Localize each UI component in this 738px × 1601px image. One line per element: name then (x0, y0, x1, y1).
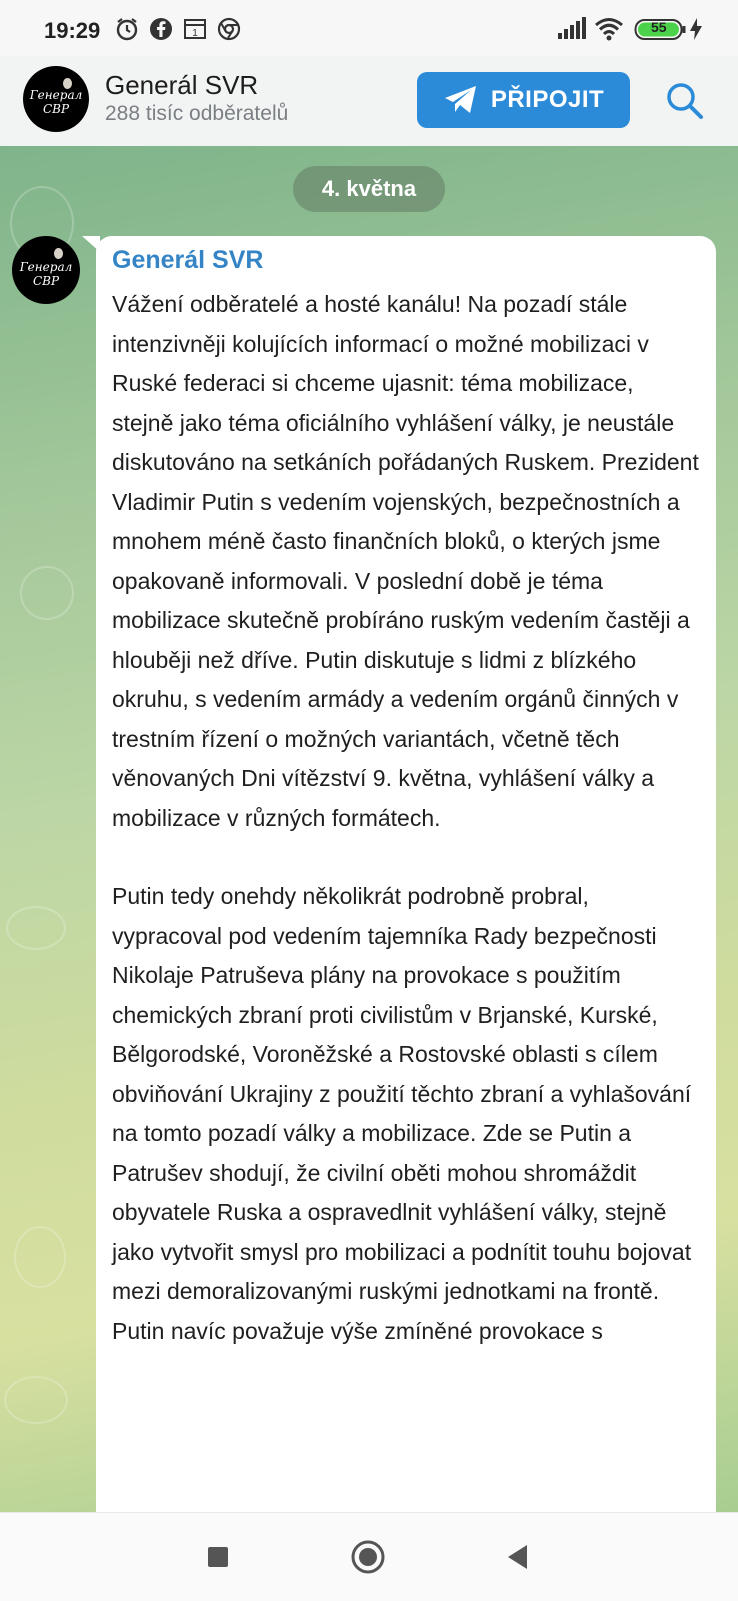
avatar-logo-text: Генерал СВР (29, 88, 83, 116)
background-doodle (20, 566, 74, 620)
message-bubble[interactable] (96, 236, 716, 1512)
date-separator: 4. května (293, 166, 445, 212)
alarm-icon (114, 16, 140, 42)
home-button[interactable] (350, 1539, 386, 1575)
message-paragraph: Putin tedy onehdy několikrát podrobně probral, vypracoval pod vedením tajemníka Rady bezpečnosti Nikolaje Patruševa plány na provokace s použitím chemických zbraní proti civilistům v Brjanské, Kurské, Bělgorodské, Voroněžské a Rostovské oblasti s cílem obviňování Ukrajiny z použití těchto zbraní a vyhlašování na tomto pozadí války a mobilizace. Zde se Putin a Patrušev shodují, že civilní oběti mohou shromáždit obyvatele Ruska a ospravedlnit vyhlášení války, stejně jako vytvořit smysl pro mobilizaci a podnítit touhu bojovat mezi demoralizovanými ruskými jednotkami na frontě. Putin navíc považuje výše zmíněné provokace s (112, 883, 692, 1344)
system-nav-bar (0, 1512, 738, 1601)
telegram-icon (443, 85, 479, 115)
signal-icon (556, 16, 588, 42)
battery-level: 55 (651, 19, 667, 35)
square-icon (200, 1539, 236, 1575)
chat-area[interactable] (0, 146, 738, 1512)
circle-icon (350, 1539, 386, 1575)
channel-title[interactable]: Generál SVR (105, 70, 259, 100)
subscriber-count: 288 tisíc odběratelů (105, 102, 289, 125)
wifi-icon (594, 16, 624, 42)
avatar-logo-text: Генерал СВР (19, 260, 73, 288)
back-button[interactable] (500, 1539, 536, 1575)
back-triangle-icon (500, 1539, 536, 1575)
facebook-icon (148, 16, 174, 42)
message-sender[interactable]: Generál SVR (112, 246, 264, 274)
status-bar (0, 0, 738, 56)
background-doodle (4, 1376, 68, 1424)
svg-text:1: 1 (192, 28, 198, 39)
message-avatar[interactable] (12, 236, 80, 304)
charging-icon (688, 16, 704, 42)
avatar-figure-icon (54, 248, 63, 259)
join-button[interactable] (417, 72, 630, 128)
background-doodle (6, 906, 66, 950)
search-icon[interactable] (664, 80, 706, 122)
message-paragraph: Vážení odběratelé a hosté kanálu! Na pozadí stále intenzivněji kolujících informací o možné mobilizaci v Ruské federaci si chceme ujasnit: téma mobilizace, stejně jako téma oficiálního vyhlášení války, je neustále diskutováno na setkáních pořádaných Ruskem. Prezident Vladimir Putin s vedením vojenských, bezpečnostních a mnohem méně často finančních bloků, o kterých jsme opakovaně informovali. V poslední době je téma mobilizace skutečně probíráno ruským vedením častěji a hlouběji než dříve. Putin diskutuje s lidmi z blízkého okruhu, s vedením armády a vedením orgánů činných v trestním řízení o možných variantách, včetně těch věnovaných Dni vítězství 9. května, vyhlášení války a mobilizace v různých formátech. (112, 291, 699, 831)
join-button-label: PŘIPOJIT (490, 86, 605, 113)
recents-button[interactable] (200, 1539, 236, 1575)
chrome-icon (216, 16, 242, 42)
background-doodle (14, 1226, 66, 1288)
status-time: 19:29 (44, 18, 101, 43)
channel-header (0, 56, 738, 147)
bubble-tail (82, 236, 100, 252)
calendar-icon (182, 16, 208, 42)
channel-avatar[interactable] (23, 66, 89, 132)
